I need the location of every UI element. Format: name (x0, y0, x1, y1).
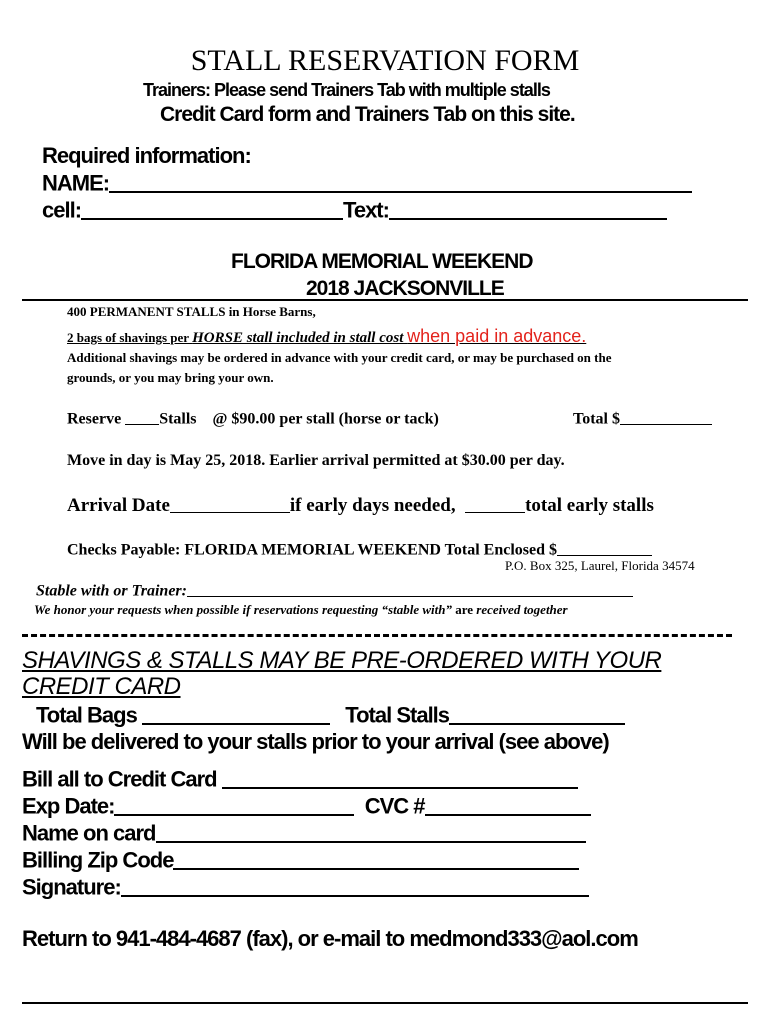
exp-row (22, 793, 591, 819)
honor-are: are (455, 602, 474, 617)
exp-date-label: Exp Date: (22, 793, 115, 819)
total-stalls-label: Total Stalls (345, 702, 450, 728)
total-row (573, 409, 712, 428)
delivery-note: Will be delivered to your stalls prior to your arrival (see above) (22, 729, 609, 754)
bill-row (22, 766, 578, 792)
signature-label: Signature: (22, 874, 121, 900)
mailing-address: P.O. Box 325, Laurel, Florida 34574 (505, 558, 695, 573)
cell-row (42, 197, 667, 223)
shavings-prefix: 2 bags of shavings per (67, 330, 193, 345)
dashed-divider (22, 634, 732, 637)
preorder-notice-1: SHAVINGS & STALLS MAY BE PRE-ORDERED WITH YOUR (22, 647, 662, 674)
checks-row (67, 540, 652, 559)
stalls-info: 400 PERMANENT STALLS in Horse Barns, (67, 304, 316, 319)
text-label: Text: (343, 197, 389, 223)
return-instructions: Return to 941-484-4687 (fax), or e-mail to medmond333@aol.com (22, 926, 638, 951)
signature-field[interactable] (121, 874, 589, 897)
zip-label: Billing Zip Code (22, 847, 174, 873)
name-on-card-row (22, 820, 586, 846)
cell-label: cell: (42, 197, 82, 223)
reserve-stalls-field[interactable] (125, 409, 159, 425)
total-enclosed-field[interactable] (557, 540, 652, 556)
reserve-label: Reserve (67, 410, 122, 428)
total-bags-field[interactable] (142, 702, 330, 725)
name-on-card-label: Name on card (22, 820, 156, 846)
honor-requests (34, 602, 568, 618)
move-in-info: Move in day is May 25, 2018. Earlier arrival permitted at $30.00 per day. (67, 452, 565, 469)
stalls-label: Stalls (159, 410, 197, 428)
name-row (42, 170, 692, 196)
arrival-date-field[interactable] (170, 494, 290, 513)
name-label: NAME: (42, 170, 110, 196)
honor-text-2: received together (473, 602, 568, 617)
total-stalls-field[interactable] (449, 702, 625, 725)
required-heading: Required information: (42, 143, 251, 168)
cell-field[interactable] (81, 197, 343, 220)
honor-text-1: We honor your requests when possible if reservations requesting “stable with” (34, 602, 456, 617)
paid-in-advance: when paid in advance. (407, 326, 587, 346)
page-title: STALL RESERVATION FORM (190, 44, 580, 77)
additional-shavings-1: Additional shavings may be ordered in advance with your credit card, or may be purchased on the (67, 350, 612, 365)
early-days-label: if early days needed, (289, 494, 456, 516)
zip-field[interactable] (173, 847, 579, 870)
checks-payable: Checks Payable: FLORIDA MEMORIAL WEEKEND Total Enclosed $ (67, 541, 557, 559)
early-stalls-field[interactable] (465, 494, 525, 513)
early-stalls-label: total early stalls (525, 494, 654, 516)
total-bags-label: Total Bags (36, 702, 137, 728)
bags-stalls-row (36, 702, 625, 728)
event-name: FLORIDA MEMORIAL WEEKEND (231, 250, 533, 273)
trainers-note: Trainers: Please send Trainers Tab with multiple stalls (143, 80, 550, 100)
preorder-notice-2: CREDIT CARD (22, 673, 181, 700)
exp-date-field[interactable] (114, 793, 354, 816)
bill-label: Bill all to Credit Card (22, 766, 217, 792)
total-label: Total $ (573, 410, 620, 428)
signature-row (22, 874, 589, 900)
event-year-location: 2018 JACKSONVILLE (306, 277, 504, 300)
shavings-italic: HORSE stall included in stall cost (192, 330, 408, 346)
total-field[interactable] (620, 409, 712, 425)
name-field[interactable] (109, 170, 692, 193)
reserve-row (67, 409, 439, 428)
cvc-label: CVC # (364, 793, 425, 819)
arrival-row (67, 494, 654, 517)
stall-price: @ $90.00 per stall (horse or tack) (212, 410, 439, 428)
stable-with-field[interactable] (187, 581, 633, 597)
zip-row (22, 847, 579, 873)
stable-with-row (36, 581, 633, 600)
text-field[interactable] (389, 197, 667, 220)
stable-with-label: Stable with or Trainer: (36, 582, 187, 600)
bottom-rule (22, 1002, 748, 1004)
credit-card-note: Credit Card form and Trainers Tab on this site. (160, 103, 575, 126)
arrival-label: Arrival Date (67, 494, 170, 516)
name-on-card-field[interactable] (156, 820, 586, 843)
additional-shavings-2: grounds, or you may bring your own. (67, 370, 274, 385)
shavings-info (67, 326, 586, 347)
section-divider (22, 299, 748, 301)
bill-field[interactable] (222, 766, 578, 789)
cvc-field[interactable] (425, 793, 591, 816)
